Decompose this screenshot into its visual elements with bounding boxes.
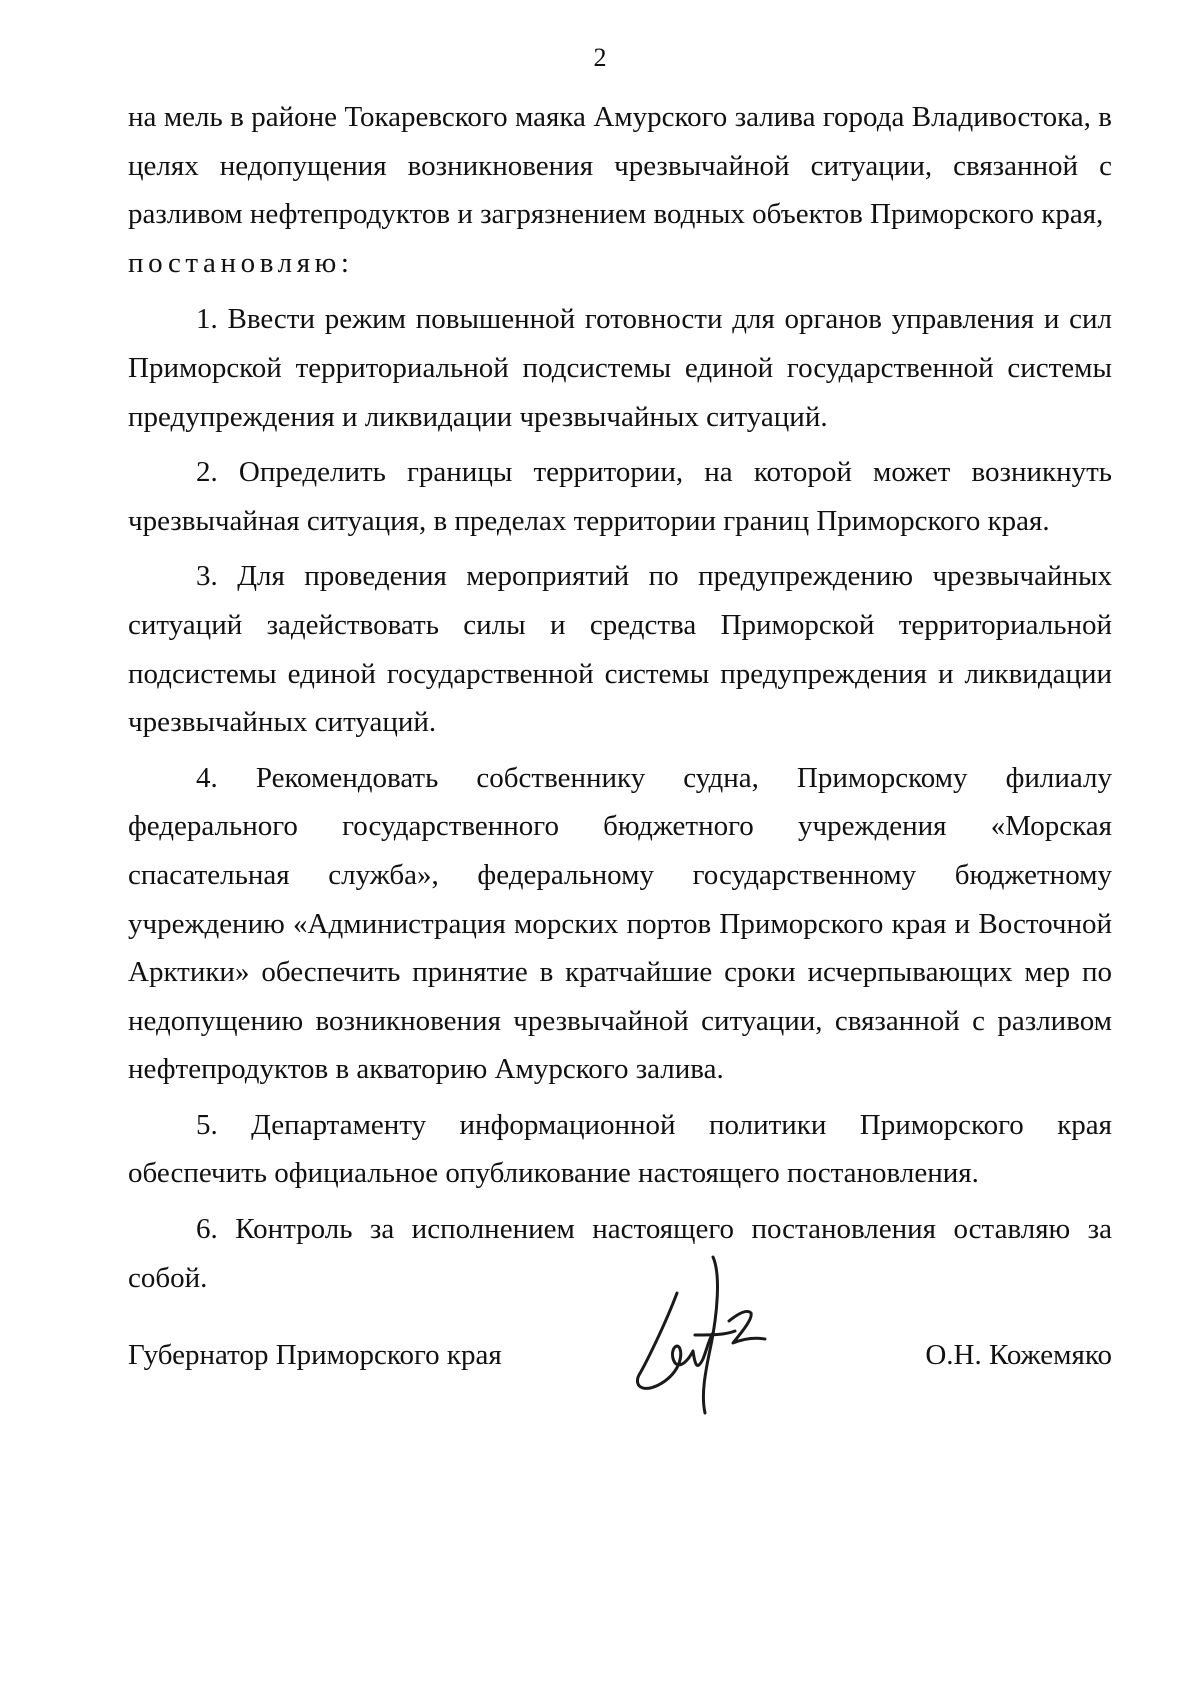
clause-1: 1. Ввести режим повышенной готовности для органов управления и сил Приморской территориальной подсистемы единой государственной системы предупреждения и ликвидации чрезвычайных ситуаций.	[128, 303, 1112, 433]
clause-4: 4. Рекомендовать собственнику судна, Приморскому филиалу федерального государственного бюджетного учреждения «Морская спасательная служба», федеральному государственному бюджетному учреждению «Администрация морских портов Приморского края и Восточной Арктики» обеспечить принятие в кратчайшие сроки исчерпывающих мер по недопущению возникновения чрезвычайной ситуации, связанной с разливом нефтепродуктов в акваторию Амурского залива.	[128, 761, 1112, 1086]
signature-block	[128, 1255, 1112, 1415]
signatory-title: Губернатор Приморского края	[128, 1339, 502, 1371]
clause-2: 2. Определить границы территории, на которой может возникнуть чрезвычайная ситуация, в пределах территории границ Приморского края.	[128, 456, 1112, 537]
clause-3: 3. Для проведения мероприятий по предупреждению чрезвычайных ситуаций задействовать силы и средства Приморской территориальной подсистемы единой государственной системы предупреждения и ликвидации чрезвычайных ситуаций.	[128, 560, 1112, 739]
signatory-name: О.Н. Кожемяко	[925, 1339, 1112, 1371]
resolution-keyword: постановляю:	[128, 246, 354, 279]
handwritten-signature	[625, 1255, 795, 1415]
clause-5: 5. Департаменту информационной политики Приморского края обеспечить официальное опубликование настоящего постановления.	[128, 1108, 1112, 1190]
document-body	[128, 93, 1112, 1302]
clause-6: 6. Контроль за исполнением настоящего постановления оставляю за собой.	[128, 1213, 1112, 1294]
page-number: 2	[593, 43, 607, 72]
intro-paragraph: на мель в районе Токаревского маяка Амурского залива города Владивостока, в целях недопущения возникновения чрезвычайной ситуации, связанной с разливом нефтепродуктов и загрязнением водных объектов Приморского края,	[128, 101, 1112, 231]
